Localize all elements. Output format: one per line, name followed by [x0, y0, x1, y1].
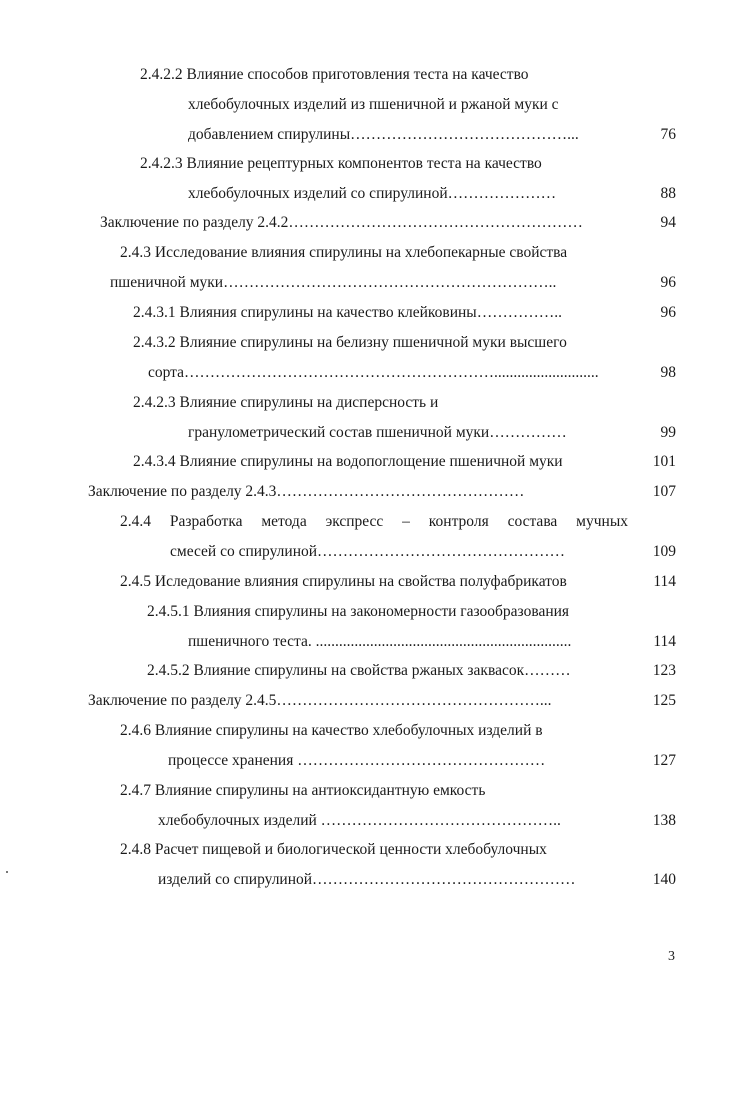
toc-conclusion-2-4-5: Заключение по разделу 2.4.5……………………………………………...	[88, 692, 552, 709]
toc-page-number: 114	[653, 573, 676, 590]
toc-entry-2-4-7-line1: 2.4.7 Влияние спирулины на антиоксидантную емкость	[120, 782, 486, 799]
toc-entry-2-4-3-2-line2: сорта……………………………………………………...........................	[148, 364, 599, 381]
toc-entry-2-4-5-1-line1: 2.4.5.1 Влияния спирулины на закономерности газообразования	[147, 603, 570, 620]
toc-entry-2-4-4-line2: смесей со спирулиной…………………………………………	[170, 543, 566, 560]
toc-page-number: 107	[652, 483, 676, 500]
toc-entry-2-4-3-1: 2.4.3.1 Влияния спирулины на качество клейковины……………..	[133, 304, 562, 321]
toc-page-number: 99	[660, 424, 676, 441]
toc-conclusion-2-4-2: Заключение по разделу 2.4.2…………………………………………………	[100, 214, 583, 231]
toc-page-number: 114	[653, 633, 676, 650]
toc-entry-2-4-2-2-line2: хлебобулочных изделий из пшеничной и ржаной муки с	[188, 96, 559, 113]
toc-entry-2-4-5-1-line2: пшеничного теста. ..................................................................	[188, 633, 572, 650]
toc-entry-2-4-8-line2: изделий со спирулиной……………………………………………	[158, 871, 576, 888]
toc-page-number: 109	[652, 543, 676, 560]
toc-entry-2-4-3-4: 2.4.3.4 Влияние спирулины на водопоглощение пшеничной муки	[133, 453, 563, 470]
toc-page-number: 96	[660, 274, 676, 291]
toc-page-number: 138	[652, 812, 676, 829]
toc-entry-2-4-6-line2: процессе хранения …………………………………………	[168, 752, 546, 769]
toc-entry-2-4-8-line1: 2.4.8 Расчет пищевой и биологической ценности хлебобулочных	[120, 841, 547, 858]
toc-entry-2-4-2-2-line3: добавлением спирулины……………………………………...	[188, 126, 579, 143]
toc-entry-2-4-5-2: 2.4.5.2 Влияние спирулины на свойства ржаных заквасок………	[147, 662, 571, 679]
toc-conclusion-2-4-3: Заключение по разделу 2.4.3…………………………………………	[88, 483, 525, 500]
toc-page-number: 127	[652, 752, 676, 769]
toc-entry-2-4-2-3-line2: хлебобулочных изделий со спирулиной…………………	[188, 185, 557, 202]
toc-entry-2-4-5: 2.4.5 Иследование влияния спирулины на свойства полуфабрикатов	[120, 573, 567, 590]
toc-entry-2-4-7-line2: хлебобулочных изделий ………………………………………..	[158, 812, 561, 829]
toc-entry-2-4-2-2-line1: 2.4.2.2 Влияние способов приготовления теста на качество	[140, 66, 529, 83]
toc-entry-2-4-2-3-line1: 2.4.2.3 Влияние рецептурных компонентов теста на качество	[140, 155, 542, 172]
toc-entry-2-4-3-line2: пшеничной муки………………………………………………………..	[110, 274, 557, 291]
toc-entry-2-4-6-line1: 2.4.6 Влияние спирулины на качество хлебобулочных изделий в	[120, 722, 543, 739]
toc-entry-2-4-4-line1: 2.4.4 Разработка метода экспресс – контроля состава мучных	[120, 513, 628, 530]
scan-speck	[6, 871, 8, 873]
toc-page-number: 94	[660, 214, 676, 231]
toc-entry-2-4-2-3b-line1: 2.4.2.3 Влияние спирулины на дисперсность и	[133, 394, 439, 411]
toc-page-number: 123	[652, 662, 676, 679]
toc-page-number: 101	[652, 453, 676, 470]
toc-page-number: 140	[652, 871, 676, 888]
page-number: 3	[668, 949, 675, 964]
toc-entry-2-4-2-3b-line2: гранулометрический состав пшеничной муки……………	[188, 424, 567, 441]
toc-page-number: 96	[660, 304, 676, 321]
toc-page-number: 88	[660, 185, 676, 202]
toc-page-number: 76	[660, 126, 676, 143]
toc-page-number: 98	[660, 364, 676, 381]
toc-entry-2-4-3-line1: 2.4.3 Исследование влияния спирулины на хлебопекарные свойства	[120, 244, 568, 261]
toc-entry-2-4-3-2-line1: 2.4.3.2 Влияние спирулины на белизну пшеничной муки высшего	[133, 334, 567, 351]
toc-page-number: 125	[652, 692, 676, 709]
